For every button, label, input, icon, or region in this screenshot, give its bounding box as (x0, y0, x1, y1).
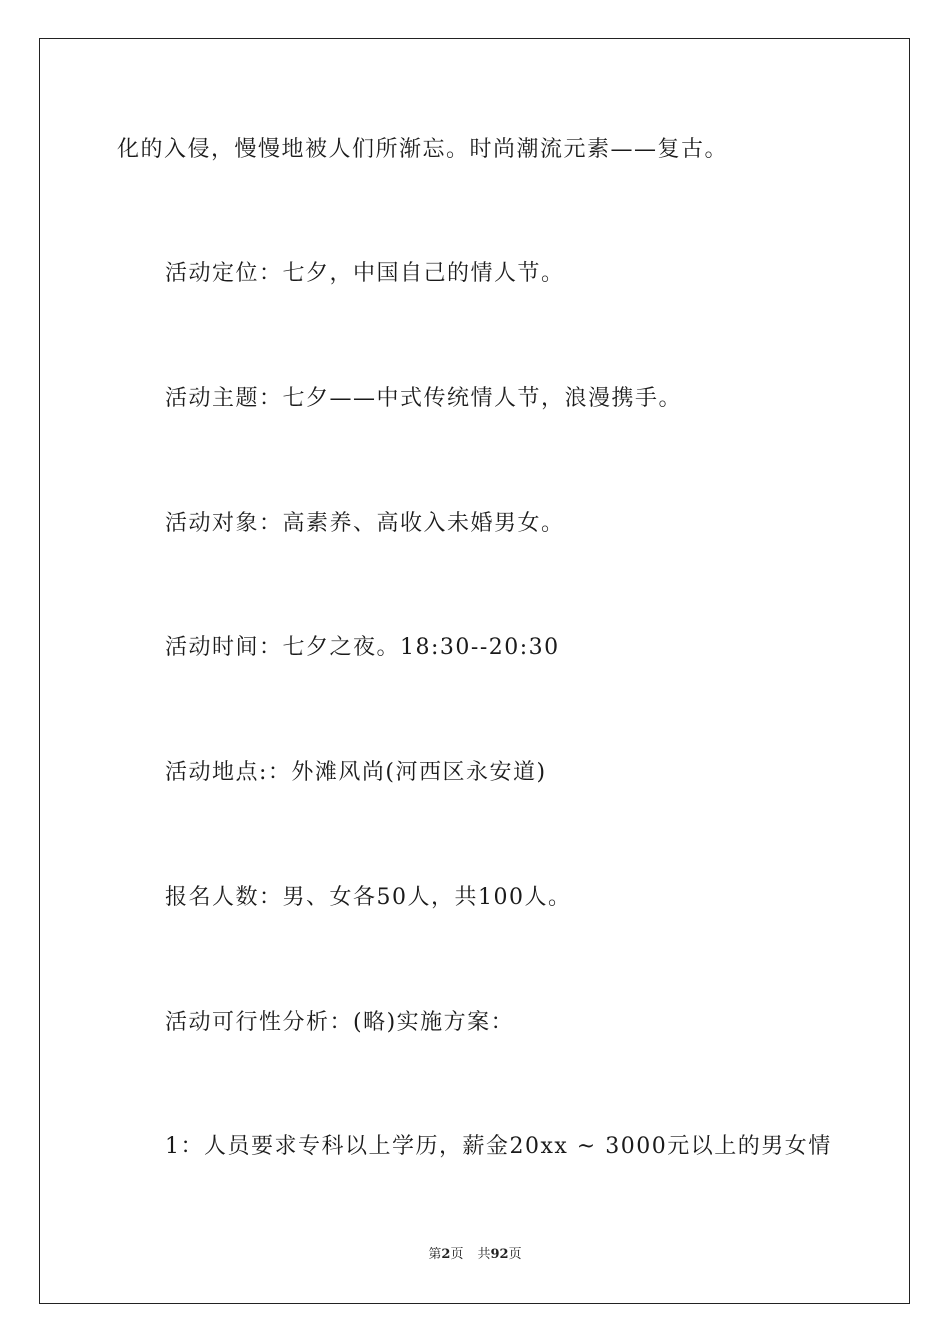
paragraph-activity-theme: 活动主题：七夕——中式传统情人节，浪漫携手。 (165, 386, 683, 411)
current-page-number: 2 (441, 1247, 451, 1262)
total-suffix: 页 (508, 1247, 522, 1262)
paragraph-activity-location: 活动地点:：外滩风尚(河西区永安道) (165, 760, 547, 785)
paragraph-item-1: 1：人员要求专科以上学历，薪金20xx ~ 3000元以上的男女情 (165, 1134, 832, 1159)
paragraph-continuation: 化的入侵，慢慢地被人们所渐忘。时尚潮流元素——复古。 (117, 137, 729, 162)
page-prefix: 第 (428, 1247, 442, 1262)
total-prefix: 共 (477, 1247, 491, 1262)
total-page-number: 92 (490, 1247, 509, 1262)
page-footer (0, 1246, 950, 1264)
page-suffix: 页 (450, 1247, 464, 1262)
paragraph-registration-count: 报名人数：男、女各50人，共100人。 (165, 885, 572, 910)
paragraph-activity-target: 活动对象：高素养、高收入未婚男女。 (165, 511, 565, 536)
page-border (39, 38, 910, 1304)
paragraph-activity-positioning: 活动定位：七夕，中国自己的情人节。 (165, 261, 565, 286)
paragraph-activity-time: 活动时间：七夕之夜。18:30--20:30 (165, 635, 560, 660)
paragraph-feasibility: 活动可行性分析：(略)实施方案： (165, 1010, 515, 1035)
